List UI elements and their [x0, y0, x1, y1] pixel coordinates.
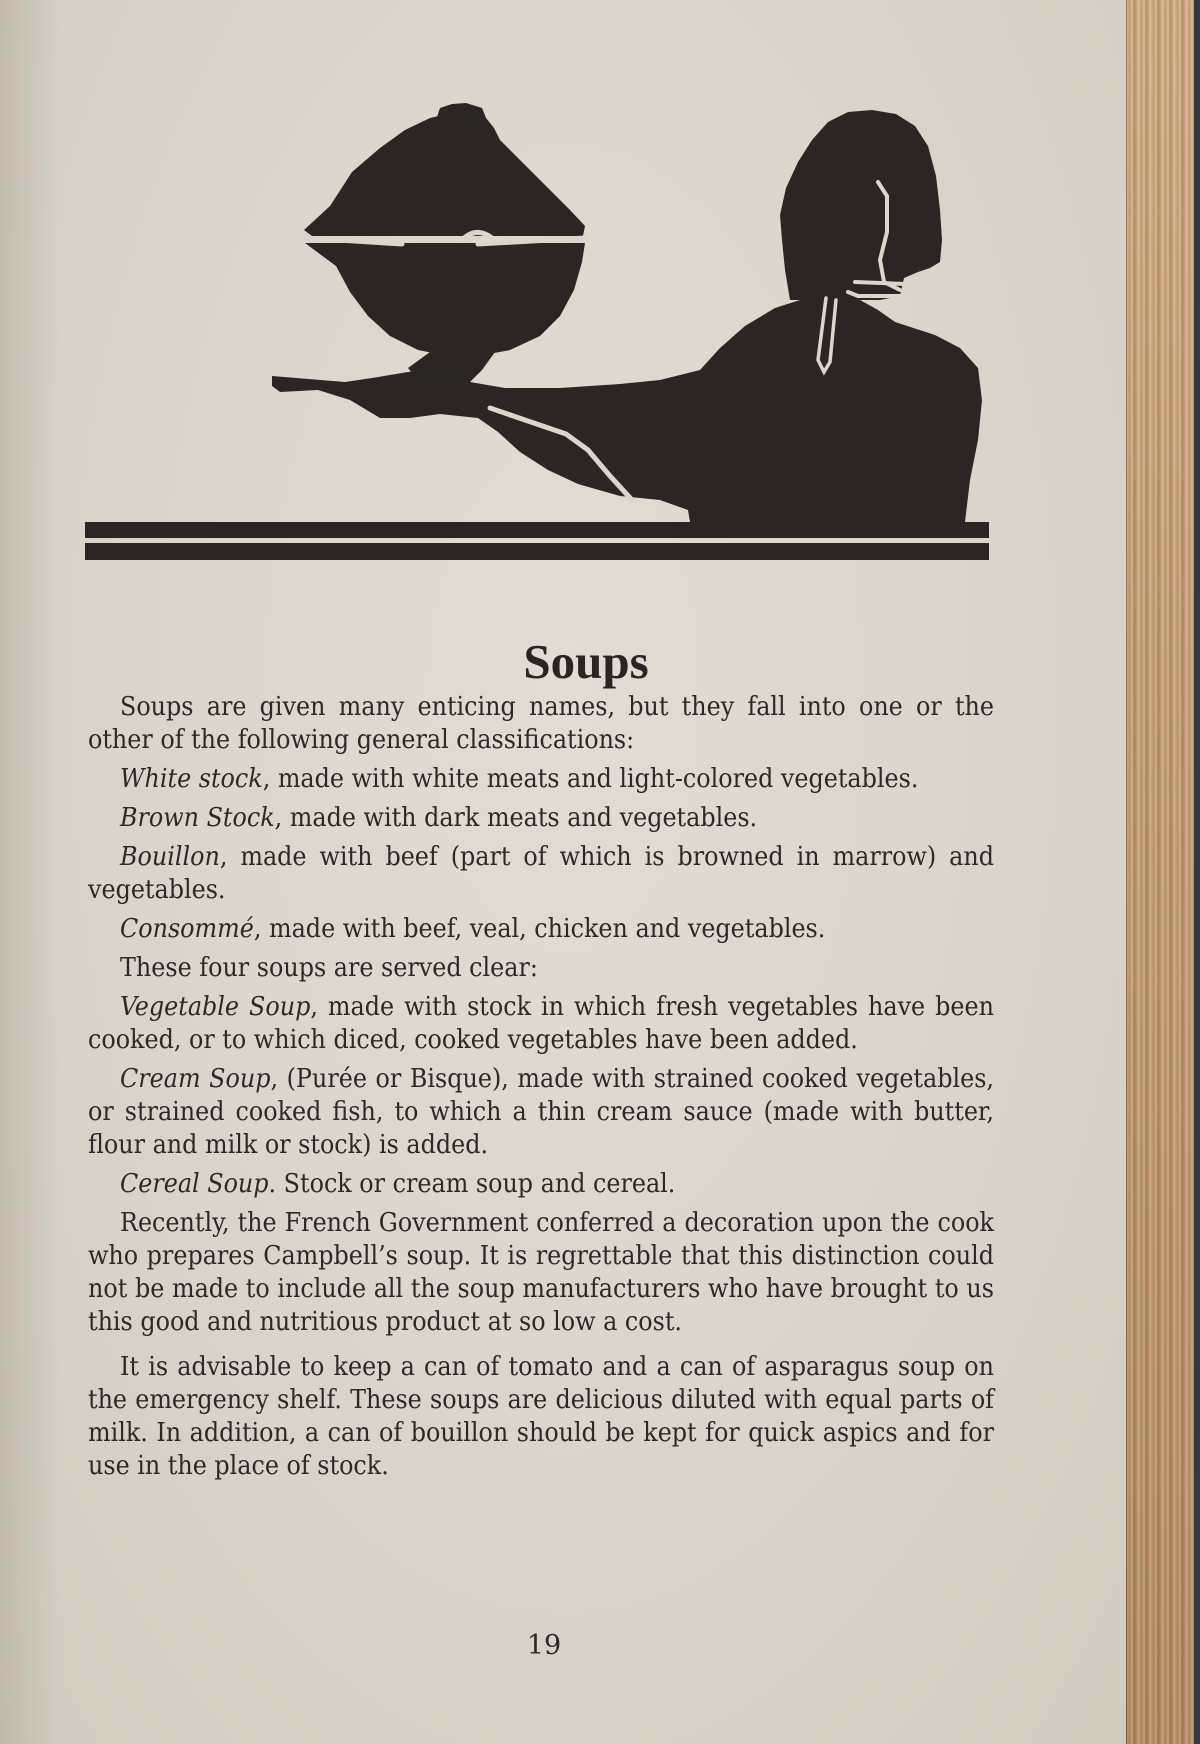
- term-white-stock: White stock: [120, 763, 263, 794]
- double-rule-bottom: [85, 543, 989, 560]
- term-cream-soup: Cream Soup: [120, 1063, 271, 1094]
- paragraph-white-stock: White stock, made with white meats and light-colored vegetables.: [120, 763, 919, 794]
- term-bouillon: Bouillon: [120, 841, 220, 872]
- paragraph-bouillon: Bouillon, made with beef (part of which is browned in marrow) and vegetables.: [88, 841, 994, 905]
- woman-serving-soup-illustration: [0, 0, 1128, 570]
- paragraph-vegetable-soup: Vegetable Soup, made with stock in which fresh vegetables have been cooked, or to which diced, cooked vegetables have been added.: [88, 991, 994, 1055]
- term-vegetable-soup: Vegetable Soup: [120, 991, 311, 1022]
- term-brown-stock: Brown Stock: [120, 802, 275, 833]
- double-rule-top: [85, 522, 989, 538]
- term-consomme: Consommé: [120, 913, 254, 944]
- paragraph-cream-soup: Cream Soup, (Purée or Bisque), made with strained cooked vegetables, or strained cooked fish, to which a thin cream sauce (made with butter, flour and milk or stock) is added.: [88, 1063, 994, 1160]
- paragraph-consomme: Consommé, made with beef, veal, chicken and vegetables.: [120, 913, 826, 944]
- paragraph-emergency-shelf: It is advisable to keep a can of tomato and a can of asparagus soup on the emergency shelf. These soups are delicious diluted with equal parts of milk. In addition, a can of bouillon should be kept for quick aspics and for use in the place of stock.: [88, 1351, 994, 1481]
- paragraph-intro: Soups are given many enticing names, but they fall into one or the other of the following general classifications:: [88, 691, 994, 755]
- term-cereal-soup: Cereal Soup: [120, 1168, 269, 1199]
- paragraph-cereal-soup: Cereal Soup. Stock or cream soup and cereal.: [120, 1168, 676, 1199]
- fore-edge-shading: [1126, 0, 1196, 1744]
- paragraph-served-clear: These four soups are served clear:: [120, 952, 538, 983]
- page-title: Soups: [523, 633, 649, 689]
- book-cover-edge: [1194, 0, 1200, 1744]
- paragraph-brown-stock: Brown Stock, made with dark meats and vegetables.: [120, 802, 758, 833]
- body-text: [88, 690, 994, 1494]
- paragraph-french-government: Recently, the French Government conferred a decoration upon the cook who prepares Campbell’s soup. It is regrettable that this distinction could not be made to include all the soup manufacturers who have brought to us this good and nutritious product at so low a cost.: [88, 1207, 994, 1337]
- page-number: 19: [526, 1630, 562, 1661]
